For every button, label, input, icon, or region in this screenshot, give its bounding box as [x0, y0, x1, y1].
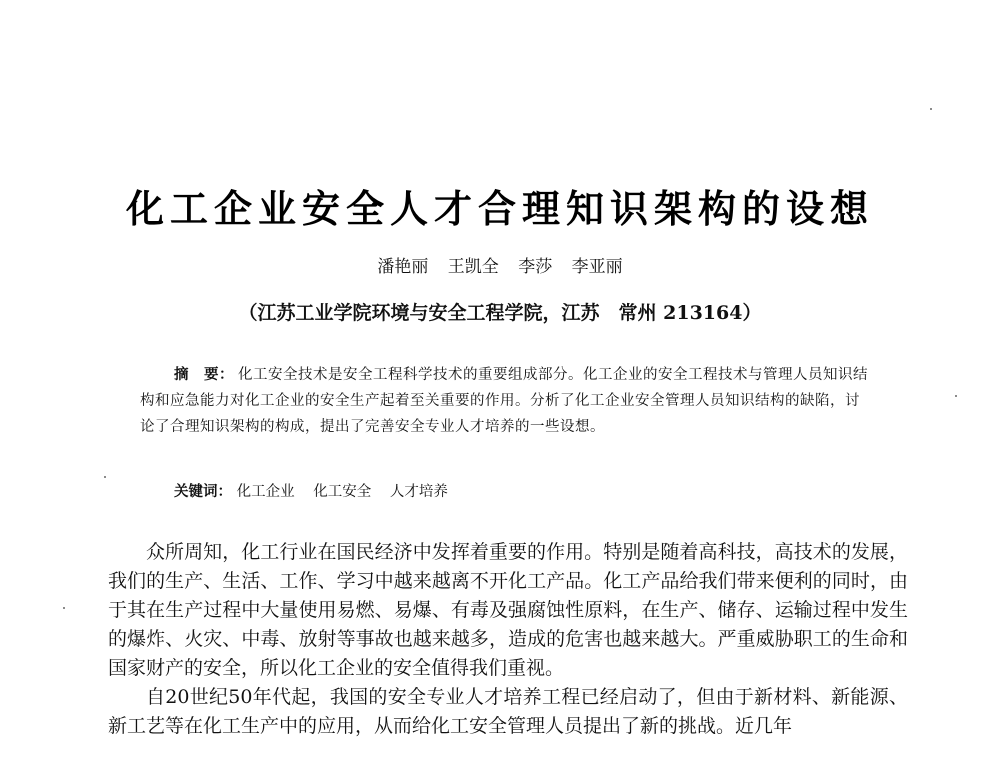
affiliation: （江苏工业学院环境与安全工程学院，江苏 常州 213164） — [238, 302, 762, 324]
author-name: 王凯全 — [447, 257, 499, 277]
keywords — [174, 480, 874, 501]
body-paragraph: 自20世纪50年代起，我国的安全专业人才培养工程已经启动了，但由于新材料、新能源、新工艺等在化工生产中的应用，从而给化工安全管理人员提出了新的挑战。近几年 — [108, 686, 908, 737]
keyword: 化工企业 — [236, 484, 295, 500]
author-name: 潘艳丽 — [377, 257, 429, 277]
abstract-label: 摘 要： — [174, 366, 234, 383]
body-paragraph: 众所周知，化工行业在国民经济中发挥着重要的作用。特别是随着高科技，高技术的发展，我们的生产、生活、工作、学习中越来越离不开化工产品。化工产品给我们带来便利的同时，由于其在生产过程中大量使用易燃、易爆、有毒及强腐蚀性原料，在生产、储存、运输过程中发生的爆炸、火灾、中毒、放射等事故也越来越多，造成的危害也越来越大。严重威胁职工的生命和国家财产的安全，所以化工企业的安全值得我们重视。 — [108, 541, 908, 679]
author-list — [0, 252, 1000, 277]
scan-speck — [104, 476, 106, 478]
author-name: 李亚丽 — [571, 257, 623, 277]
author-name: 李莎 — [518, 257, 553, 277]
keyword: 化工安全 — [313, 484, 372, 500]
paper-title: 化工企业安全人才合理知识架构的设想 — [125, 187, 874, 231]
abstract-text: 化工安全技术是安全工程科学技术的重要组成部分。化工企业的安全工程技术与管理人员知识结构和应急能力对化工企业的安全生产起着至关重要的作用。分析了化工企业安全管理人员知识结构的缺陷，讨论了合理知识架构的构成，提出了完善安全专业人才培养的一些设想。 — [140, 367, 868, 435]
abstract — [140, 362, 870, 440]
scan-speck — [930, 108, 932, 110]
body-text — [108, 538, 908, 741]
keyword: 人才培养 — [389, 484, 448, 500]
scan-speck — [63, 607, 65, 609]
keywords-label: 关键词： — [174, 483, 232, 500]
scan-speck — [955, 395, 957, 397]
